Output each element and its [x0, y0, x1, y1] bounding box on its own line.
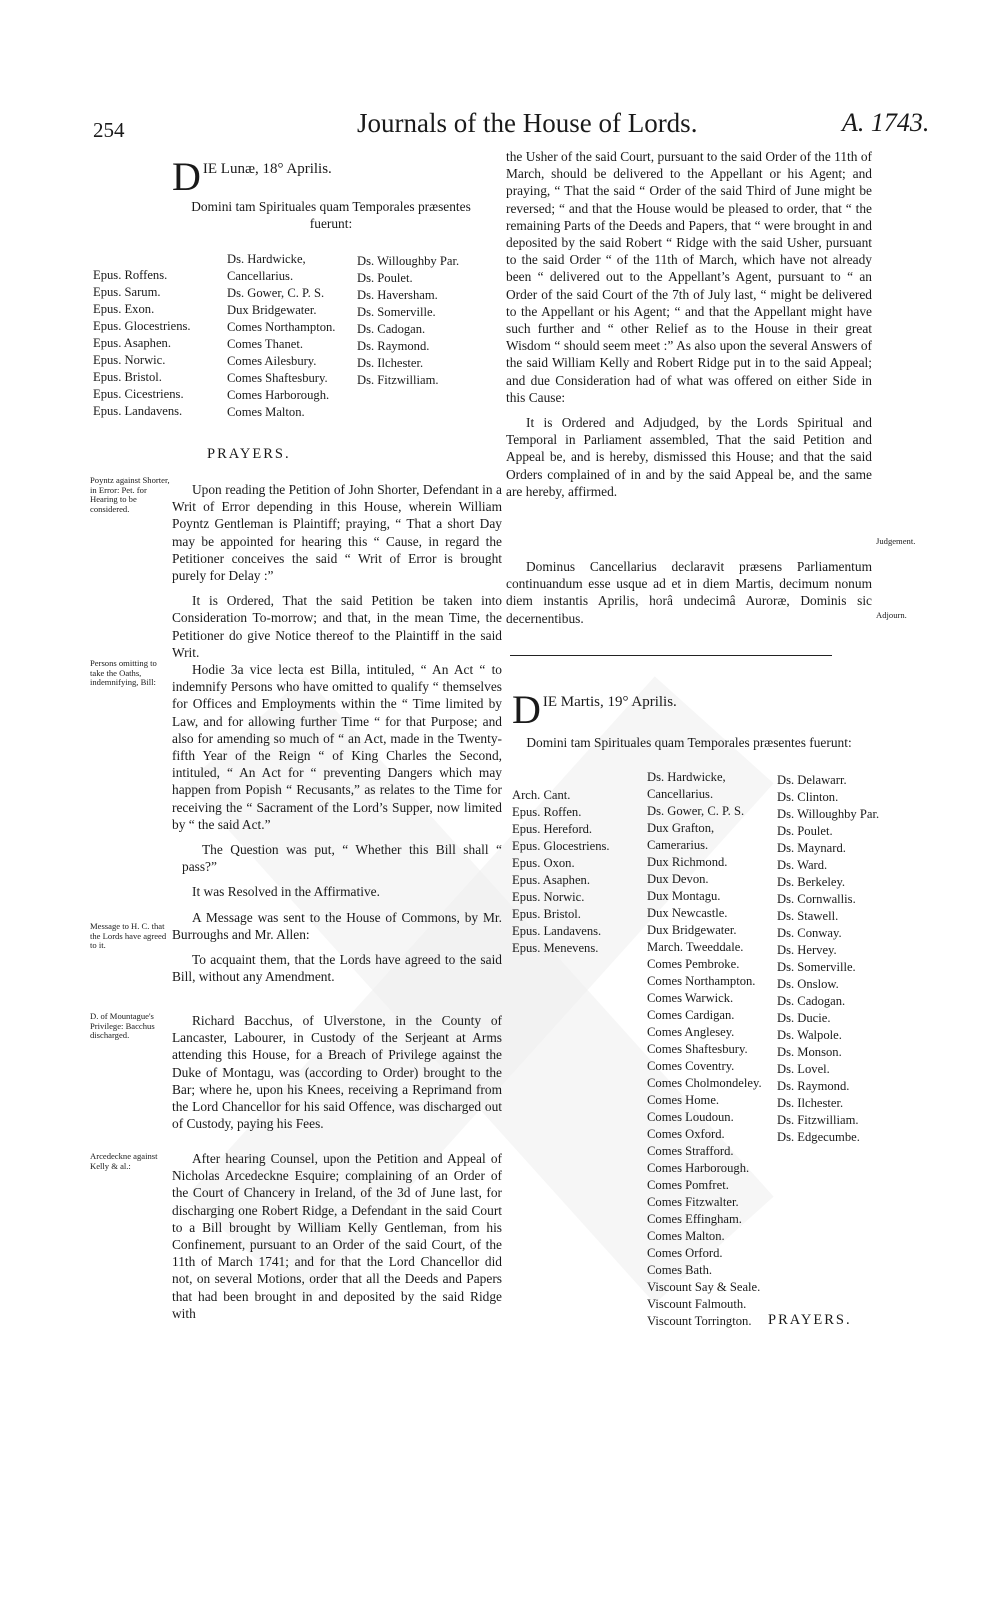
name-entry: Epus. Roffens. [93, 268, 168, 282]
name-entry: Comes Oxford. [647, 1127, 725, 1141]
name-entry: Comes Malton. [227, 405, 305, 419]
name-entry: Ds. Berkeley. [777, 875, 846, 889]
name-entry: Ds. Lovel. [777, 1062, 830, 1076]
name-entry: Comes Harborough. [647, 1161, 750, 1175]
name-entry: Arch. Cant. [512, 788, 571, 802]
name-entry: Epus. Bristol. [93, 370, 162, 384]
right-column [506, 558, 872, 635]
bishops-list [93, 267, 191, 420]
name-entry: Ds. Poulet. [357, 271, 413, 285]
name-entry: Ds. Conway. [777, 926, 842, 940]
paragraph: Hodie 3a vice lecta est Billa, intituled, “ An Act “ to indemnify Persons who have omitted to qualify “ themselves for Offices and Employments within the “ Time limited by Law, and for allowing further Time “ for that Purpose; and also for amending so much of “ an Act, made in the Twenty-fifth Year of the Reign “ of King Charles the Second, intituled, “ An Act for “ preventing Dangers which may happen from Popish “ Recusants,” as relates to the Time for receiving the “ Sacrament of the Lord’s Supper, now limited by “ the said Act.” [172, 662, 502, 832]
page-year: A. 1743. [842, 108, 930, 137]
name-entry: Ds. Fitzwilliam. [357, 373, 439, 387]
name-entry: Dux Grafton, Camerarius. [647, 821, 715, 852]
name-entry: Comes Northampton. [227, 320, 336, 334]
name-entry: Ds. Edgecumbe. [777, 1130, 860, 1144]
name-entry: Comes Pomfret. [647, 1178, 729, 1192]
name-entry: Epus. Landavens. [93, 404, 183, 418]
name-entry: Ds. Ward. [777, 858, 828, 872]
name-entry: Epus. Sarum. [93, 285, 161, 299]
name-entry: Epus. Norwic. [93, 353, 166, 367]
name-entry: Comes Home. [647, 1093, 720, 1107]
margin-note: Adjourn. [876, 610, 907, 620]
name-entry: Comes Fitzwalter. [647, 1195, 739, 1209]
margin-note: D. of Mountague's Privilege: Bacchus discharged. [90, 1011, 155, 1041]
peers-list [227, 251, 353, 421]
name-entry: Dux Montagu. [647, 889, 721, 903]
name-entry: Ds. Clinton. [777, 790, 839, 804]
paragraph: The Question was put, “ Whether this Bill shall “ pass?” [182, 842, 502, 875]
name-entry: Ds. Ilchester. [777, 1096, 844, 1110]
peers-list [647, 769, 773, 1330]
paragraph: It is Ordered and Adjudged, by the Lords Spiritual and Temporal in Parliament assembled, That the said Petition and Appeal be, and is hereby, dismissed this House; and that the said Orders complained of in and by the said Appeal be, and the same are hereby, affirmed. [506, 415, 872, 499]
name-entry: Comes Loudoun. [647, 1110, 734, 1124]
barons-list [357, 253, 459, 389]
paragraph: It was Resolved in the Affirmative. [192, 884, 380, 900]
paragraph: the Usher of the said Court, pursuant to the said Order of the 11th of March, should be delivered to the Appellant or his Agent; and praying, “ That the said “ Order of the said Third of June might be reversed; “ and that the House would be pleased to order, that “ the remaining Parts of the Deeds and Papers, that “ were brought in and deposited by the said Robert “ Ridge with the said Usher, pursuant to the said Order “ of the 11th of March, which have not already been “ delivered out to the Appellant’s Agent, pursuant to “ an Order of the said Court of the 7th of July last, “ might be delivered to the Appellant or his Agent; “ and that the Appellant might have such further and “ other Relief as to the House in their great Wisdom “ should seem meet :” As also upon the several Answers of the said William Kelly and Robert Ridge put in to the said Appeal; and due Consideration had of what was offered on either Side in this Cause: [506, 149, 872, 405]
name-entry: Viscount Say & Seale. [647, 1280, 761, 1294]
day-heading [172, 154, 492, 199]
page-title: Journals of the House of Lords. [357, 108, 698, 138]
name-entry: Dux Richmond. [647, 855, 728, 869]
margin-note: Persons omitting to take the Oaths, indemnifying, Bill: [90, 658, 157, 688]
name-entry: Comes Malton. [647, 1229, 725, 1243]
drop-cap: D [512, 687, 541, 732]
name-entry: Ds. Poulet. [777, 824, 833, 838]
name-entry: Comes Bath. [647, 1263, 713, 1277]
margin-note: Judgement. [876, 536, 916, 546]
margin-note: Message to H. C. that the Lords have agreed to it. [90, 921, 167, 951]
paragraph: Richard Bacchus, of Ulverstone, in the County of Lancaster, Labourer, in Custody of the Serjeant at Arms attending this House, for a Breach of Privilege against the Duke of Montagu, was (according to Order) brought to the Bar; where he, upon his Knees, receiving a Reprimand from the Lord Chancellor for his said Offence, was discharged out of Custody, paying his Fees. [172, 1013, 502, 1132]
name-entry: Comes Coventry. [647, 1059, 735, 1073]
name-entry: Comes Warwick. [647, 991, 734, 1005]
barons-list [777, 772, 879, 1146]
name-entry: Ds. Fitzwilliam. [777, 1113, 859, 1127]
paragraph: Upon reading the Petition of John Shorter, Defendant in a Writ of Error depending in this House, wherein William Poyntz Gentleman is Plaintiff; praying, “ That a short Day may be appointed for hearing this “ Cause, in regard the Petitioner conceives the said “ Writ of Error is brought purely for Delay :” [172, 482, 502, 584]
name-entry: Ds. Raymond. [777, 1079, 850, 1093]
name-entry: Comes Effingham. [647, 1212, 742, 1226]
name-entry: Ds. Onslow. [777, 977, 839, 991]
name-entry: Ds. Raymond. [357, 339, 430, 353]
divider [510, 655, 832, 656]
name-entry: Comes Thanet. [227, 337, 304, 351]
name-entry: Ds. Ilchester. [357, 356, 424, 370]
page-number: 254 [93, 118, 125, 142]
left-column [172, 481, 502, 669]
name-entry: Ds. Cadogan. [777, 994, 846, 1008]
name-entry: Ds. Delawarr. [777, 773, 847, 787]
name-entry: Comes Shaftesbury. [227, 371, 328, 385]
name-entry: Ds. Hervey. [777, 943, 837, 957]
name-entry: Epus. Cicestriens. [93, 387, 184, 401]
name-entry: Ds. Walpole. [777, 1028, 842, 1042]
drop-cap: D [172, 154, 201, 199]
name-entry: Ds. Willoughby Par. [357, 254, 460, 268]
name-entry: Dux Devon. [647, 872, 709, 886]
prayers-heading: PRAYERS. [768, 1312, 852, 1328]
name-entry: Epus. Bristol. [512, 907, 581, 921]
name-entry: Epus. Menevens. [512, 941, 599, 955]
paragraph: To acquaint them, that the Lords have agreed to the said Bill, without any Amendment. [172, 952, 502, 985]
name-entry: Ds. Somerville. [357, 305, 436, 319]
attendance-heading: Domini tam Spirituales quam Temporales præsentes fuerunt: [191, 199, 471, 232]
margin-note: Poyntz against Shorter, in Error: Pet. for Hearing to be considered. [90, 475, 170, 514]
right-column [506, 148, 872, 508]
name-entry: Epus. Exon. [93, 302, 155, 316]
name-entry: Comes Shaftesbury. [647, 1042, 748, 1056]
paragraph: A Message was sent to the House of Commons, by Mr. Burroughs and Mr. Allen: [172, 909, 502, 942]
left-column [172, 1012, 502, 1140]
name-entry: Viscount Falmouth. [647, 1297, 747, 1311]
name-entry: Epus. Asaphen. [512, 873, 591, 887]
name-entry: Comes Anglesey. [647, 1025, 735, 1039]
name-entry: Comes Cardigan. [647, 1008, 735, 1022]
attendance-heading: Domini tam Spirituales quam Temporales præsentes fuerunt: [526, 735, 852, 750]
name-entry: Epus. Hereford. [512, 822, 593, 836]
left-column [172, 1150, 502, 1330]
name-entry: Dux Newcastle. [647, 906, 728, 920]
name-entry: Comes Cholmondeley. [647, 1076, 762, 1090]
day-heading [512, 687, 852, 732]
name-entry: Dux Bridgewater. [647, 923, 737, 937]
name-entry: Comes Orford. [647, 1246, 723, 1260]
name-entry: Epus. Norwic. [512, 890, 585, 904]
name-entry: Epus. Glocestriens. [93, 319, 191, 333]
name-entry: Dux Bridgewater. [227, 303, 317, 317]
prayers-heading: PRAYERS. [207, 446, 291, 462]
name-entry: Ds. Ducie. [777, 1011, 831, 1025]
paragraph: Dominus Cancellarius declaravit præsens Parliamentum continuandum esse usque ad et in diem Martis, decimum nonum diem instantis Aprilis, horâ undecimâ Auroræ, Dominis sic decernentibus. [506, 559, 872, 626]
name-entry: Ds. Cadogan. [357, 322, 426, 336]
left-column [172, 661, 502, 993]
name-entry: Ds. Haversham. [357, 288, 438, 302]
name-entry: Ds. Willoughby Par. [777, 807, 880, 821]
name-entry: Ds. Gower, C. P. S. [647, 804, 745, 818]
name-entry: Ds. Maynard. [777, 841, 846, 855]
paragraph: After hearing Counsel, upon the Petition and Appeal of Nicholas Arcedeckne Esquire; complaining of an Order of the Court of Chancery in Ireland, of the 3d of June last, for discharging one Robert Ridge, a Defendant in the said Court to a Bill brought by William Kelly Gentleman, from his Confinement, pursuant to an Order of the said Court, of the 11th of March 1741; and for that the Lord Chancellor did not, on several Motions, order that all the Deeds and Papers that had been brought in and deposited by the said Ridge with [172, 1151, 502, 1321]
name-entry: Ds. Hardwicke, Cancellarius. [227, 252, 306, 283]
day-date: IE Lunæ, 18° Aprilis. [202, 161, 332, 177]
name-entry: Ds. Gower, C. P. S. [227, 286, 325, 300]
paragraph: It is Ordered, That the said Petition be taken into Consideration To-morrow; and that, in the mean Time, the Petitioner do give Notice thereof to the Plaintiff in the said Writ. [172, 593, 502, 660]
name-entry: Epus. Oxon. [512, 856, 575, 870]
name-entry: March. Tweeddale. [647, 940, 744, 954]
name-entry: Comes Harborough. [227, 388, 330, 402]
name-entry: Ds. Stawell. [777, 909, 839, 923]
name-entry: Comes Northampton. [647, 974, 756, 988]
name-entry: Epus. Glocestriens. [512, 839, 610, 853]
name-entry: Ds. Cornwallis. [777, 892, 856, 906]
name-entry: Epus. Roffen. [512, 805, 582, 819]
name-entry: Epus. Landavens. [512, 924, 602, 938]
name-entry: Comes Strafford. [647, 1144, 734, 1158]
bishops-list [512, 787, 610, 957]
name-entry: Ds. Somerville. [777, 960, 856, 974]
name-entry: Epus. Asaphen. [93, 336, 172, 350]
day-date: IE Martis, 19° Aprilis. [542, 694, 677, 710]
name-entry: Viscount Torrington. [647, 1314, 752, 1328]
name-entry: Comes Ailesbury. [227, 354, 317, 368]
name-entry: Ds. Monson. [777, 1045, 842, 1059]
margin-note: Arcedeckne against Kelly & al.: [90, 1151, 158, 1171]
name-entry: Comes Pembroke. [647, 957, 740, 971]
name-entry: Ds. Hardwicke, Cancellarius. [647, 770, 726, 801]
